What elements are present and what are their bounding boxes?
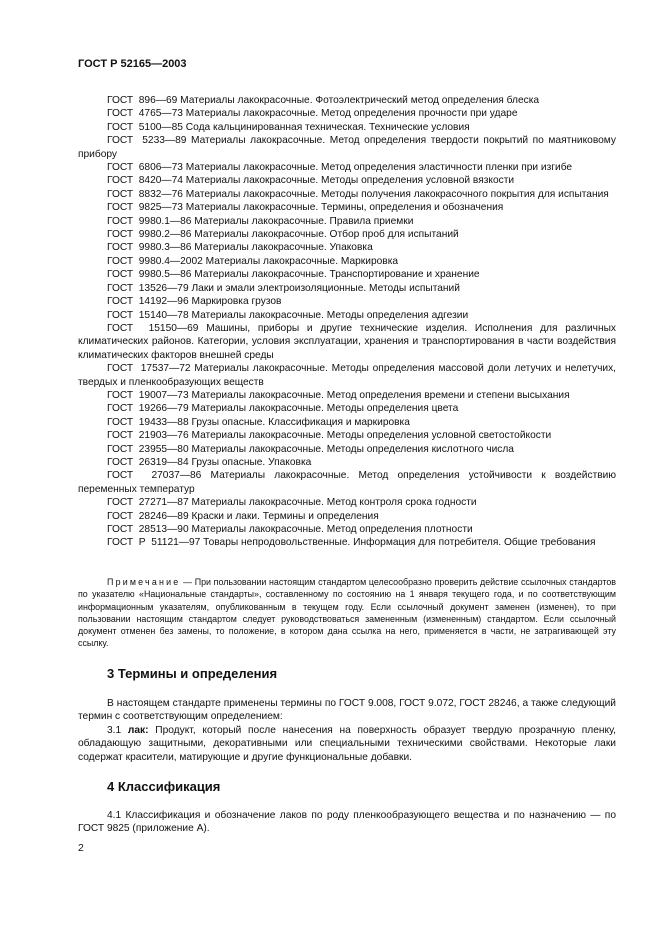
reference-code: ГОСТ 19266—79 xyxy=(107,403,189,415)
reference-code: ГОСТ 23955—80 xyxy=(107,443,189,455)
reference-title: Материалы лакокрасочные. Метод контроля срока годности xyxy=(191,497,477,509)
reference-code: ГОСТ 5233—89 xyxy=(107,135,187,147)
reference-code: ГОСТ 9980.4—2002 xyxy=(107,255,203,267)
reference-item xyxy=(78,416,616,429)
term-label: лак: xyxy=(127,724,149,736)
reference-title: Грузы опасные. Упаковка xyxy=(191,456,312,468)
reference-title: Материалы лакокрасочные. Правила приемки xyxy=(194,215,414,227)
reference-code: ГОСТ 4765—73 xyxy=(107,108,183,120)
reference-code: ГОСТ 8420—74 xyxy=(107,175,183,187)
item-number: 3.1 xyxy=(107,724,128,736)
reference-code: ГОСТ 13526—79 xyxy=(107,282,189,294)
reference-title: Грузы опасные. Классификация и маркировка xyxy=(191,416,410,428)
reference-item xyxy=(78,309,616,322)
reference-code: ГОСТ 19433—88 xyxy=(107,416,189,428)
reference-code: ГОСТ 5100—85 xyxy=(107,121,183,133)
reference-code: ГОСТ 19007—73 xyxy=(107,389,189,401)
section-3-body xyxy=(78,697,616,764)
reference-code: ГОСТ 15140—78 xyxy=(107,309,189,321)
reference-item xyxy=(78,510,616,523)
reference-item xyxy=(78,174,616,187)
term-definition-3-1 xyxy=(78,724,616,764)
reference-item xyxy=(78,496,616,509)
reference-title: Лаки и эмали электроизоляционные. Методы испытаний xyxy=(191,282,460,294)
reference-title: Материалы лакокрасочные. Метод определения времени и степени высыхания xyxy=(191,389,570,401)
reference-code: ГОСТ 14192—96 xyxy=(107,296,189,308)
reference-code: ГОСТ 896—69 xyxy=(107,95,178,106)
reference-code: ГОСТ 9980.2—86 xyxy=(107,229,192,241)
section-3-heading: 3 Термины и определения xyxy=(107,666,278,681)
reference-code: ГОСТ 21903—76 xyxy=(107,430,189,442)
reference-code: ГОСТ 8832—76 xyxy=(107,188,183,200)
reference-item xyxy=(78,536,616,549)
reference-item xyxy=(78,443,616,456)
reference-item xyxy=(78,322,616,362)
reference-code: ГОСТ 27037—86 xyxy=(107,470,202,482)
reference-item xyxy=(78,255,616,268)
reference-item xyxy=(78,215,616,228)
reference-title: Материалы лакокрасочные. Методы получения лакокрасочного покрытия для испытания xyxy=(185,188,609,200)
reference-title: Маркировка грузов xyxy=(191,296,282,308)
reference-code: ГОСТ 17537—72 xyxy=(107,363,191,375)
note-label: Примечание xyxy=(107,577,181,587)
note-block xyxy=(78,576,616,650)
reference-title: Материалы лакокрасочные. Термины, определения и обозначения xyxy=(185,202,504,214)
reference-title: Материалы лакокрасочные. Фотоэлектрический метод определения блеска xyxy=(180,95,540,106)
section-4-item-4-1: 4.1 Классификация и обозначение лаков по роду пленкообразующего вещества и по назначению — по ГОСТ 9825 (приложение А). xyxy=(78,810,616,835)
term-definition: Продукт, который после нанесения на поверхность образует твердую прозрачную пленку, обладающую защитными, декоративными или специальными техническими свойствами. Некоторые лаки содержат красители, матирующие и другие функциональные добавки. xyxy=(78,724,616,763)
reference-title: Материалы лакокрасочные. Отбор проб для испытаний xyxy=(194,229,459,241)
reference-title: Машины, приборы и другие технические изделия. Исполнения для различных климатических районов. Категории, условия эксплуатации, хранения и транспортирования в части воздействия климатических факторов внешней среды xyxy=(78,322,616,361)
reference-item xyxy=(78,268,616,281)
document-header: ГОСТ Р 52165—2003 xyxy=(78,58,187,70)
reference-title: Материалы лакокрасочные. Метод определения твердости покрытий по маятниковому прибору xyxy=(78,135,616,160)
reference-item xyxy=(78,188,616,201)
reference-code: ГОСТ 9980.1—86 xyxy=(107,215,192,227)
reference-item xyxy=(78,94,616,107)
reference-item xyxy=(78,241,616,254)
reference-title: Материалы лакокрасочные. Метод определения эластичности пленки при изгибе xyxy=(185,162,573,174)
reference-title: Материалы лакокрасочные. Методы определения кислотного числа xyxy=(191,443,514,455)
reference-code: ГОСТ Р 51121—97 xyxy=(107,537,201,549)
reference-code: ГОСТ 15150—69 xyxy=(107,322,199,334)
reference-code: ГОСТ 9980.3—86 xyxy=(107,242,192,254)
reference-item xyxy=(78,362,616,389)
reference-item xyxy=(78,161,616,174)
reference-item xyxy=(78,228,616,241)
reference-code: ГОСТ 28246—89 xyxy=(107,510,189,522)
reference-code: ГОСТ 9980.5—86 xyxy=(107,269,192,281)
reference-item xyxy=(78,295,616,308)
reference-title: Материалы лакокрасочные. Транспортирование и хранение xyxy=(194,269,480,281)
reference-item xyxy=(78,107,616,120)
normative-references-list xyxy=(78,94,616,550)
reference-item xyxy=(78,134,616,161)
reference-title: Материалы лакокрасочные. Методы определения адгезии xyxy=(191,309,469,321)
section-4-body xyxy=(78,809,616,836)
reference-title: Материалы лакокрасочные. Методы определения цвета xyxy=(191,403,459,415)
reference-title: Материалы лакокрасочные. Метод определения прочности при ударе xyxy=(185,108,518,120)
reference-title: Материалы лакокрасочные. Методы определения условной вязкости xyxy=(185,175,515,187)
reference-item xyxy=(78,456,616,469)
reference-item xyxy=(78,469,616,496)
section-3-intro: В настоящем стандарте применены термины по ГОСТ 9.008, ГОСТ 9.072, ГОСТ 28246, а также следующий термин с соответствующим определением: xyxy=(78,698,616,723)
reference-code: ГОСТ 28513—90 xyxy=(107,524,189,535)
reference-title: Товары непродовольственные. Информация для потребителя. Общие требования xyxy=(203,537,596,549)
reference-code: ГОСТ 27271—87 xyxy=(107,497,189,509)
reference-title: Сода кальцинированная техническая. Технические условия xyxy=(185,121,470,133)
section-4-heading: 4 Классификация xyxy=(107,779,221,794)
reference-title: Материалы лакокрасочные. Методы определения условной светостойкости xyxy=(191,430,552,442)
reference-title: Материалы лакокрасочные. Маркировка xyxy=(205,255,399,267)
reference-code: ГОСТ 6806—73 xyxy=(107,162,183,174)
reference-title: Материалы лакокрасочные. Метод определения плотности xyxy=(191,524,473,535)
reference-title: Краски и лаки. Термины и определения xyxy=(191,510,379,522)
reference-title: Материалы лакокрасочные. Методы определения массовой доли летучих и нелетучих, твердых и пленкообразующих веществ xyxy=(78,363,616,388)
reference-item xyxy=(78,429,616,442)
reference-title: Материалы лакокрасочные. Упаковка xyxy=(194,242,373,254)
reference-item xyxy=(78,201,616,214)
reference-item xyxy=(78,389,616,402)
reference-item xyxy=(78,121,616,134)
reference-item xyxy=(78,523,616,536)
note-text: — При пользовании настоящим стандартом целесообразно проверить действие ссылочных стандартов по указателю «Национальные стандарты», составленному по состоянию на 1 января текущего года, и по соответствующим информационным указателям, опубликованным в текущем году. Если ссылочный документ заменен (изменен), то при пользовании настоящим стандартом следует руководствоваться замененным (измененным) стандартом. Если ссылочный документ отменен без замены, то положение, в котором дана ссылка на него, применяется в части, не затрагивающей эту ссылку. xyxy=(78,577,616,649)
reference-code: ГОСТ 9825—73 xyxy=(107,202,183,214)
reference-item xyxy=(78,402,616,415)
page-number: 2 xyxy=(78,842,84,854)
reference-code: ГОСТ 26319—84 xyxy=(107,456,189,468)
reference-item xyxy=(78,282,616,295)
reference-title: Материалы лакокрасочные. Метод определения устойчивости к воздействию переменных температур xyxy=(78,470,616,495)
